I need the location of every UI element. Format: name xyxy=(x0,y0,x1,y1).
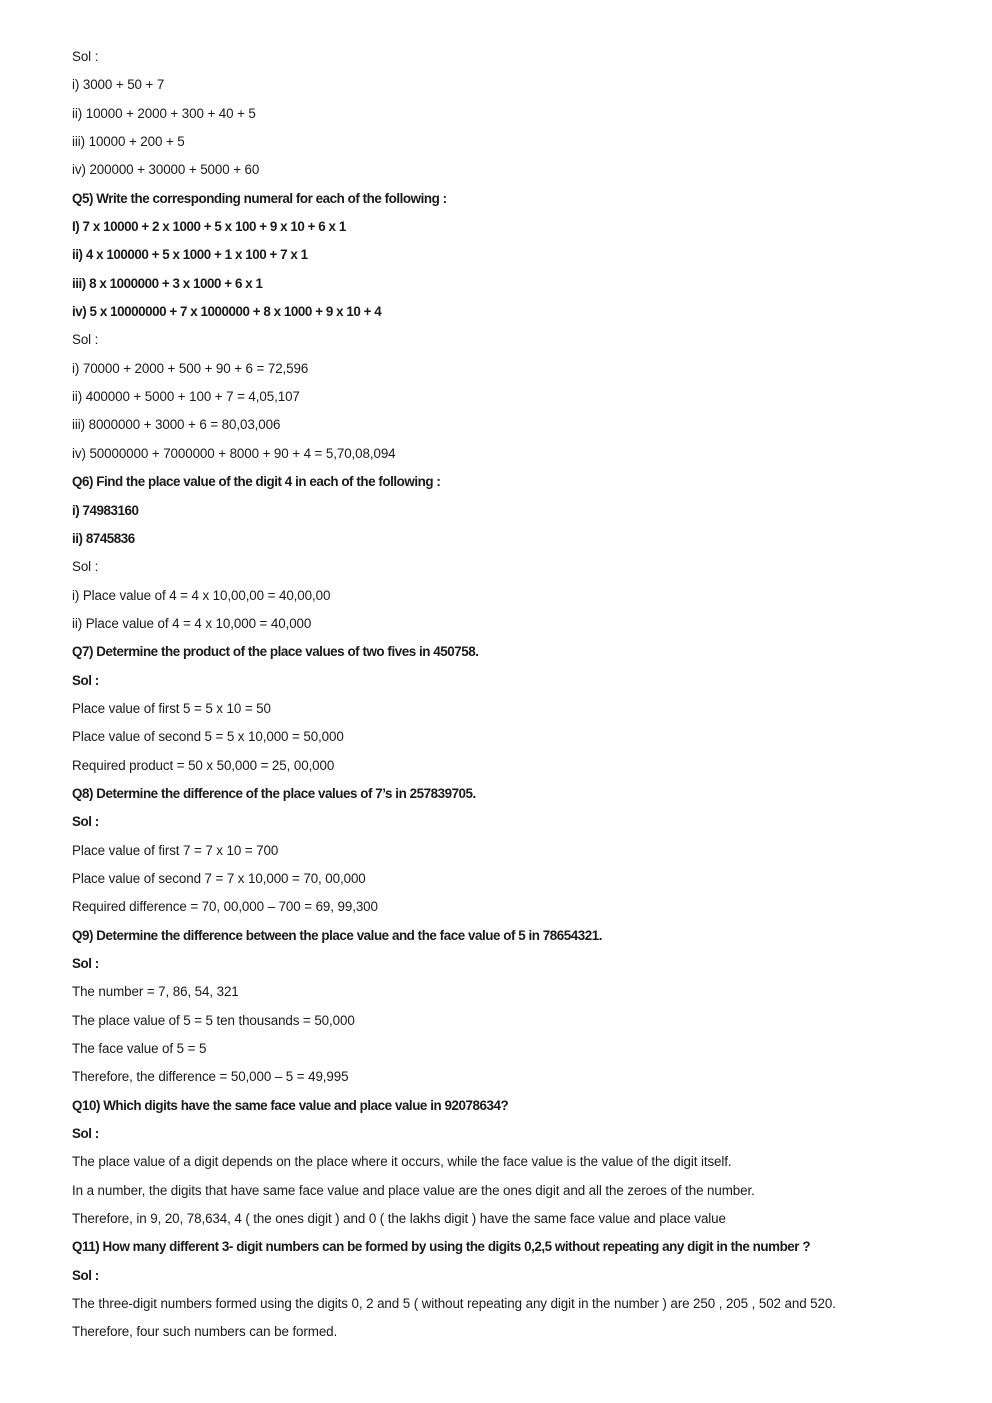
question-line: Q6) Find the place value of the digit 4 in each of the following : xyxy=(72,474,441,490)
answer-line: The three-digit numbers formed using the digits 0, 2 and 5 ( without repeating any digit in the number ) are 250 , 205 , 502 and 520. xyxy=(72,1296,836,1312)
answer-line: Therefore, in 9, 20, 78,634, 4 ( the ones digit ) and 0 ( the lakhs digit ) have the same face value and place value xyxy=(72,1211,726,1227)
question-line: Q11) How many different 3- digit numbers can be formed by using the digits 0,2,5 without repeating any digit in the number ? xyxy=(72,1239,811,1255)
question-line: Sol : xyxy=(72,672,99,688)
question-line: Q9) Determine the difference between the place value and the face value of 5 in 78654321. xyxy=(72,927,603,943)
question-line: i) 74983160 xyxy=(72,502,139,518)
answer-line: i) Place value of 4 = 4 x 10,00,00 = 40,00,00 xyxy=(72,587,331,603)
question-line: iv) 5 x 10000000 + 7 x 1000000 + 8 x 1000 + 9 x 10 + 4 xyxy=(72,304,382,320)
answer-line: Required difference = 70, 00,000 – 700 = 69, 99,300 xyxy=(72,899,378,915)
question-line: Sol : xyxy=(72,1126,99,1142)
answer-line: iv) 50000000 + 7000000 + 8000 + 90 + 4 = 5,70,08,094 xyxy=(72,445,396,461)
answer-line: iii) 8000000 + 3000 + 6 = 80,03,006 xyxy=(72,417,281,433)
answer-line: The place value of 5 = 5 ten thousands = 50,000 xyxy=(72,1012,355,1028)
answer-line: Place value of first 7 = 7 x 10 = 700 xyxy=(72,842,279,858)
question-line: ii) 4 x 100000 + 5 x 1000 + 1 x 100 + 7 x 1 xyxy=(72,247,308,263)
question-line: Sol : xyxy=(72,814,99,830)
question-line: Q10) Which digits have the same face value and place value in 92078634? xyxy=(72,1097,509,1113)
question-line: Sol : xyxy=(72,1267,99,1283)
answer-line: i) 3000 + 50 + 7 xyxy=(72,77,165,93)
answer-line: The face value of 5 = 5 xyxy=(72,1041,207,1057)
answer-line: iv) 200000 + 30000 + 5000 + 60 xyxy=(72,162,260,178)
answer-line: Therefore, the difference = 50,000 – 5 = 49,995 xyxy=(72,1069,349,1085)
question-line: ii) 8745836 xyxy=(72,530,135,546)
answer-line: ii) Place value of 4 = 4 x 10,000 = 40,000 xyxy=(72,615,312,631)
answer-line: Sol : xyxy=(72,49,99,64)
answer-line: iii) 10000 + 200 + 5 xyxy=(72,134,185,150)
answer-line: Required product = 50 x 50,000 = 25, 00,000 xyxy=(72,757,335,773)
question-line: Q7) Determine the product of the place values of two fives in 450758. xyxy=(72,644,479,660)
answer-line: Place value of first 5 = 5 x 10 = 50 xyxy=(72,700,271,716)
answer-line: Place value of second 7 = 7 x 10,000 = 70, 00,000 xyxy=(72,870,366,886)
answer-line: Sol : xyxy=(72,559,99,575)
question-line: Q8) Determine the difference of the place values of 7’s in 257839705. xyxy=(72,785,476,801)
answer-line: Place value of second 5 = 5 x 10,000 = 50,000 xyxy=(72,729,344,745)
answer-line: Therefore, four such numbers can be formed. xyxy=(72,1324,338,1340)
answer-line: The number = 7, 86, 54, 321 xyxy=(72,984,239,1000)
question-line: Q5) Write the corresponding numeral for each of the following : xyxy=(72,190,447,206)
answer-line: In a number, the digits that have same face value and place value are the ones digit and all the zeroes of the number. xyxy=(72,1182,755,1198)
answer-line: ii) 400000 + 5000 + 100 + 7 = 4,05,107 xyxy=(72,389,300,405)
question-line: I) 7 x 10000 + 2 x 1000 + 5 x 100 + 9 x 10 + 6 x 1 xyxy=(72,219,346,235)
answer-line: Sol : xyxy=(72,332,99,348)
question-line: Sol : xyxy=(72,956,99,971)
answer-line: The place value of a digit depends on the place where it occurs, while the face value is the value of the digit itself. xyxy=(72,1154,732,1170)
answer-line: ii) 10000 + 2000 + 300 + 40 + 5 xyxy=(72,105,256,121)
answer-line: i) 70000 + 2000 + 500 + 90 + 6 = 72,596 xyxy=(72,360,309,376)
question-line: iii) 8 x 1000000 + 3 x 1000 + 6 x 1 xyxy=(72,275,263,291)
document-page xyxy=(72,46,952,1350)
